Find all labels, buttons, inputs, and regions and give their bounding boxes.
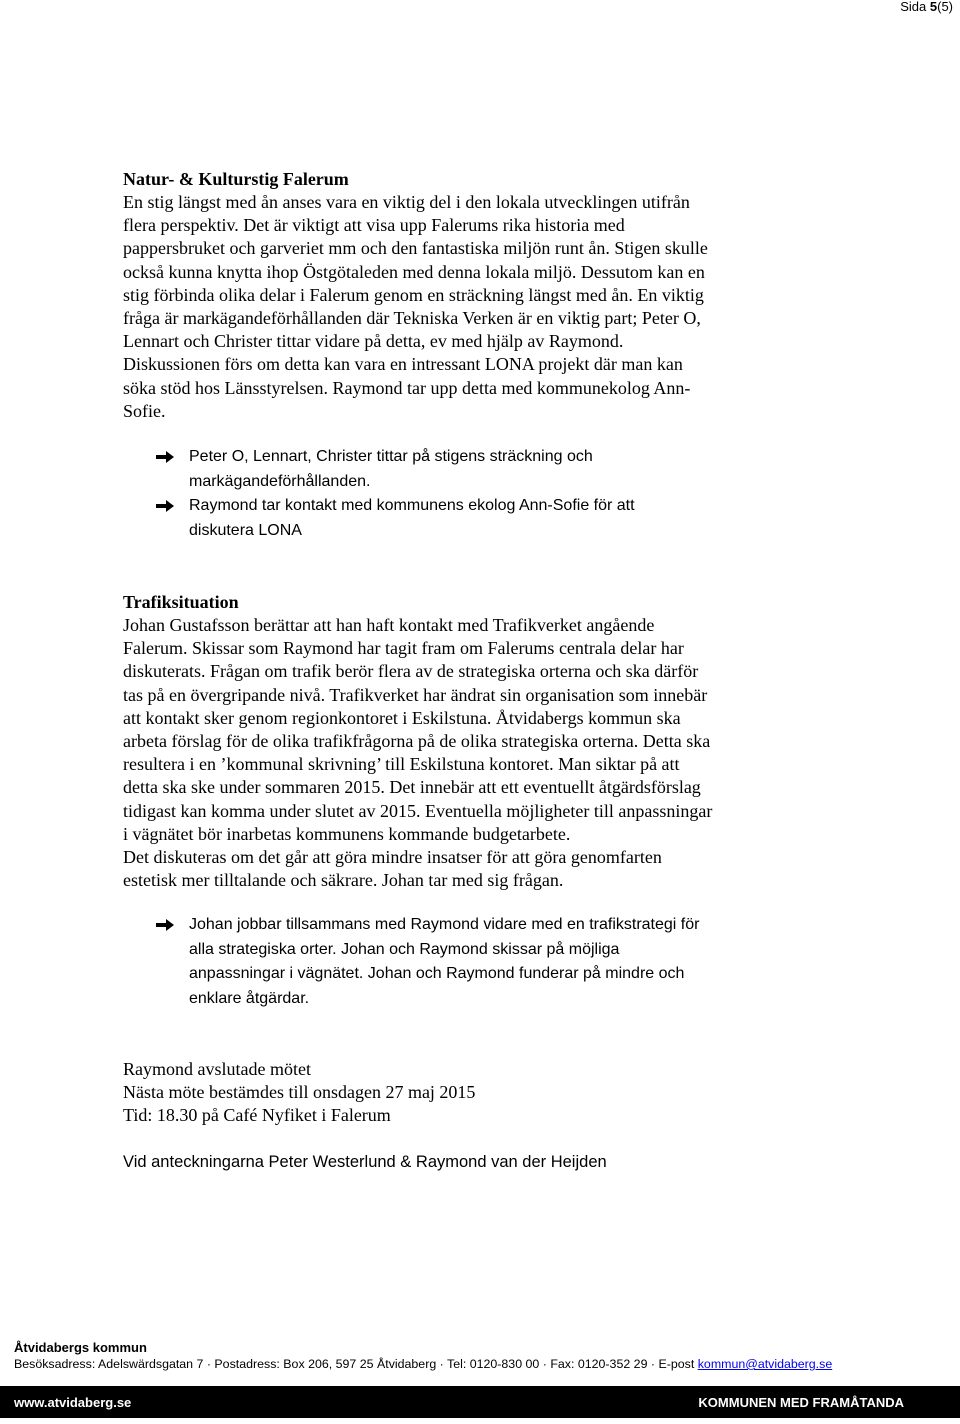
- body-line: Falerum. Skissar som Raymond har tagit fram om Falerums centrala delar har: [123, 638, 684, 659]
- body-line: Det diskuteras om det går att göra mindre insatser för att göra genomfarten: [123, 847, 662, 868]
- body-line: flera perspektiv. Det är viktigt att visa upp Falerums rika historia med: [123, 215, 625, 236]
- action-item: [156, 913, 699, 1011]
- action-line: alla strategiska orter. Johan och Raymond skissar på möjliga: [189, 940, 620, 958]
- email-link[interactable]: kommun@atvidaberg.se: [697, 1357, 833, 1371]
- website-link[interactable]: www.atvidaberg.se: [14, 1395, 132, 1410]
- body-line: fråga är markägandeförhållanden där Tekniska Verken är en viktig part; Peter O,: [123, 308, 701, 329]
- action-line: anpassningar i vägnätet. Johan och Raymond funderar på mindre och: [189, 965, 685, 982]
- body-line: diskuterats. Frågan om trafik berör flera av de strategiska orterna och ska därför: [123, 661, 699, 682]
- arrow-right-icon: [156, 499, 174, 513]
- page-prefix: Sida: [900, 0, 930, 14]
- section-title: Trafiksituation: [123, 592, 239, 612]
- footer-address: [14, 1357, 832, 1371]
- arrow-right-icon: [156, 450, 174, 464]
- body-line: resultera i en ’kommunal skrivning’ till Eskilstuna kontoret. Man siktar på att: [123, 754, 680, 775]
- section-trafiksituation: [123, 591, 712, 892]
- section-natur-kulturstig: [123, 168, 708, 423]
- body-line: Lennart och Christer tittar vidare på detta, ev med hjälp av Raymond.: [123, 331, 624, 352]
- body-line: söka stöd hos Länsstyrelsen. Raymond tar upp detta med kommunekolog Ann-: [123, 377, 691, 398]
- arrow-right-icon: [156, 918, 174, 932]
- body-line: i vägnätet bör inarbetas kommunens kommande budgetarbete.: [123, 823, 571, 844]
- action-line: markägandeförhållanden.: [189, 472, 371, 490]
- body-line: tidigast kan komma under slutet av 2015. Eventuella möjligheter till anpassningar: [123, 800, 713, 821]
- body-line: estetisk mer tilltalande och säkrare. Johan tar med sig frågan.: [123, 870, 564, 891]
- closing-line: Nästa möte bestämdes till onsdagen 27 maj 2015: [123, 1082, 476, 1103]
- body-line: Diskussionen förs om detta kan vara en intressant LONA projekt där man kan: [123, 354, 683, 375]
- action-line: enklare åtgärdar.: [189, 989, 310, 1007]
- body-line: En stig längst med ån anses vara en viktig del i den lokala utvecklingen utifrån: [123, 192, 690, 212]
- action-item: [156, 445, 635, 494]
- action-list: [156, 913, 699, 1011]
- body-line: tas på en övergripande nivå. Trafikverket har ändrat sin organisation som innebär: [123, 684, 708, 705]
- page-total: (5): [937, 0, 953, 14]
- footer-org: Åtvidabergs kommun: [14, 1340, 147, 1355]
- body-line: också kunna knytta ihop Östgötaleden med denna lokala miljö. Dessutom kan en: [123, 261, 705, 282]
- page-current: 5: [929, 0, 938, 14]
- section-title: Natur- & Kulturstig Falerum: [123, 169, 349, 189]
- body-line: Sofie.: [123, 400, 166, 421]
- closing-line: Raymond avslutade mötet: [123, 1059, 311, 1079]
- action-line: Johan jobbar tillsammans med Raymond vidare med en trafikstrategi för: [189, 916, 700, 933]
- action-line: Peter O, Lennart, Christer tittar på stigens sträckning och: [189, 448, 593, 465]
- body-line: Johan Gustafsson berättar att han haft kontakt med Trafikverket angående: [123, 615, 655, 635]
- closing-line: Tid: 18.30 på Café Nyfiket i Falerum: [123, 1105, 391, 1126]
- action-item: [156, 494, 635, 543]
- action-line: Raymond tar kontakt med kommunens ekolog Ann-Sofie för att: [189, 497, 635, 514]
- body-line: stig förbinda olika delar i Falerum genom en sträckning längst med ån. En viktig: [123, 284, 704, 305]
- page-number: [900, 0, 953, 14]
- footer-bar: [0, 1386, 960, 1418]
- section-body: [123, 191, 708, 423]
- action-line: diskutera LONA: [189, 521, 302, 539]
- body-line: arbeta förslag för de olika trafikfrågorna på de olika strategiska orterna. Detta ska: [123, 731, 711, 752]
- footer-address-text: Besöksadress: Adelswärdsgatan 7 · Postadress: Box 206, 597 25 Åtvidaberg · Tel: 0120-830 00 · Fax: 0120-352 29 · E-post: [14, 1357, 698, 1371]
- action-list: [156, 445, 635, 543]
- body-line: att kontakt sker genom regionkontoret i Eskilstuna. Åtvidabergs kommun ska: [123, 707, 681, 728]
- section-body: [123, 614, 712, 892]
- body-line: pappersbruket och garveriet mm och den fantastiska miljön runt ån. Stigen skulle: [123, 238, 708, 259]
- footer-slogan: KOMMUNEN MED FRAMÅTANDA: [698, 1395, 904, 1410]
- notes-by: Vid anteckningarna Peter Westerlund & Raymond van der Heijden: [123, 1153, 607, 1171]
- closing-block: [123, 1058, 475, 1128]
- body-line: detta ska ske under sommaren 2015. Det innebär att ett eventuellt åtgärdsförslag: [123, 777, 701, 798]
